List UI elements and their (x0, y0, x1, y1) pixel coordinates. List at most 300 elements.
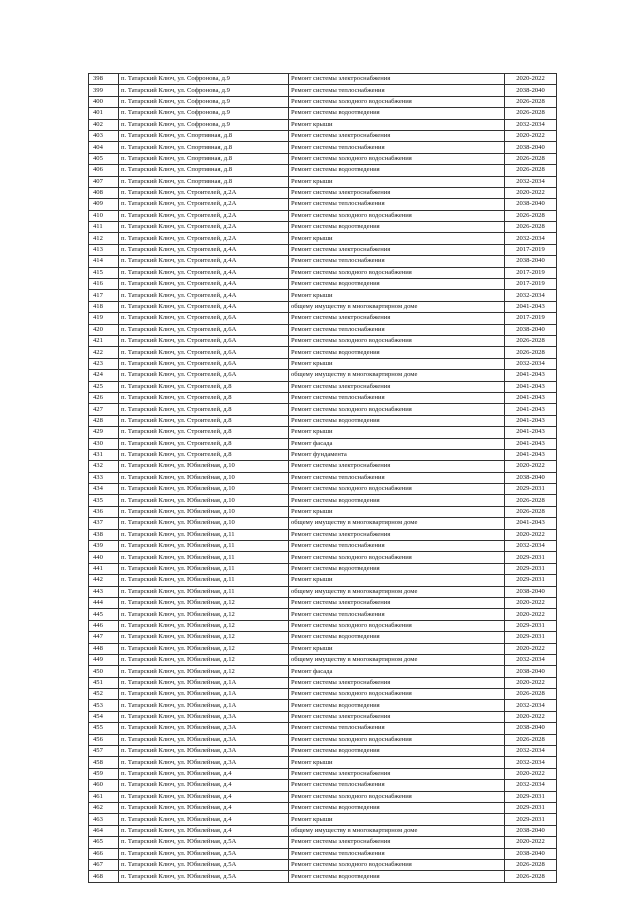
address-cell: п. Татарский Ключ, ул. Строителей, д.6А (119, 324, 289, 335)
address-cell: п. Татарский Ключ, ул. Строителей, д.4А (119, 290, 289, 301)
table-row (89, 370, 557, 381)
period-cell: 2032-2034 (505, 290, 557, 301)
row-number-cell: 445 (89, 609, 119, 620)
row-number-cell: 414 (89, 256, 119, 267)
table-row (89, 575, 557, 586)
period-cell: 2032-2034 (505, 700, 557, 711)
row-number-cell: 440 (89, 552, 119, 563)
table-row (89, 837, 557, 848)
row-number-cell: 448 (89, 643, 119, 654)
work-type-cell: Ремонт системы холодного водоснабжения (289, 96, 505, 107)
table-row (89, 142, 557, 153)
row-number-cell: 407 (89, 176, 119, 187)
row-number-cell: 403 (89, 130, 119, 141)
row-number-cell: 416 (89, 279, 119, 290)
row-number-cell: 411 (89, 222, 119, 233)
period-cell: 2020-2022 (505, 837, 557, 848)
period-cell: 2020-2022 (505, 461, 557, 472)
address-cell: п. Татарский Ключ, ул. Строителей, д.4А (119, 244, 289, 255)
table-row (89, 210, 557, 221)
address-cell: п. Татарский Ключ, ул. Юбилейная, д.1А (119, 700, 289, 711)
row-number-cell: 439 (89, 541, 119, 552)
work-type-cell: Ремонт крыши (289, 814, 505, 825)
table-row (89, 415, 557, 426)
period-cell: 2032-2034 (505, 654, 557, 665)
period-cell: 2017-2019 (505, 279, 557, 290)
table-row (89, 222, 557, 233)
row-number-cell: 408 (89, 187, 119, 198)
row-number-cell: 409 (89, 199, 119, 210)
table-row (89, 597, 557, 608)
work-type-cell: Ремонт системы водоотведения (289, 803, 505, 814)
table-row (89, 768, 557, 779)
table-row (89, 290, 557, 301)
address-cell: п. Татарский Ключ, ул. Строителей, д.8 (119, 415, 289, 426)
table-body (89, 74, 557, 883)
work-type-cell: Ремонт системы электроснабжения (289, 529, 505, 540)
period-cell: 2041-2043 (505, 392, 557, 403)
period-cell: 2020-2022 (505, 609, 557, 620)
row-number-cell: 451 (89, 677, 119, 688)
work-type-cell: Ремонт системы водоотведения (289, 415, 505, 426)
address-cell: п. Татарский Ключ, ул. Юбилейная, д.4 (119, 768, 289, 779)
row-number-cell: 444 (89, 597, 119, 608)
period-cell: 2038-2040 (505, 723, 557, 734)
row-number-cell: 458 (89, 757, 119, 768)
address-cell: п. Татарский Ключ, ул. Спортивная, д.8 (119, 165, 289, 176)
work-type-cell: Ремонт фундамента (289, 449, 505, 460)
work-type-cell: Ремонт системы электроснабжения (289, 597, 505, 608)
work-type-cell: Ремонт системы теплоснабжения (289, 85, 505, 96)
address-cell: п. Татарский Ключ, ул. Юбилейная, д.4 (119, 803, 289, 814)
row-number-cell: 449 (89, 654, 119, 665)
period-cell: 2041-2043 (505, 449, 557, 460)
period-cell: 2026-2028 (505, 165, 557, 176)
table-row (89, 187, 557, 198)
table-row (89, 848, 557, 859)
period-cell: 2026-2028 (505, 222, 557, 233)
work-type-cell: Ремонт системы электроснабжения (289, 461, 505, 472)
row-number-cell: 427 (89, 404, 119, 415)
work-type-cell: Ремонт системы теплоснабжения (289, 392, 505, 403)
row-number-cell: 428 (89, 415, 119, 426)
period-cell: 2032-2034 (505, 541, 557, 552)
address-cell: п. Татарский Ключ, ул. Строителей, д.8 (119, 392, 289, 403)
table-row (89, 472, 557, 483)
work-type-cell: Ремонт системы теплоснабжения (289, 780, 505, 791)
address-cell: п. Татарский Ключ, ул. Строителей, д.4А (119, 301, 289, 312)
period-cell: 2038-2040 (505, 586, 557, 597)
address-cell: п. Татарский Ключ, ул. Строителей, д.6А (119, 335, 289, 346)
work-type-cell: Ремонт системы электроснабжения (289, 768, 505, 779)
work-type-cell: Ремонт системы электроснабжения (289, 381, 505, 392)
period-cell: 2041-2043 (505, 301, 557, 312)
table-row (89, 449, 557, 460)
table-row (89, 689, 557, 700)
period-cell: 2038-2040 (505, 472, 557, 483)
work-type-cell: Ремонт системы холодного водоснабжения (289, 791, 505, 802)
work-type-cell: Ремонт крыши (289, 358, 505, 369)
row-number-cell: 424 (89, 370, 119, 381)
work-type-cell: Ремонт системы теплоснабжения (289, 609, 505, 620)
table-row (89, 244, 557, 255)
address-cell: п. Татарский Ключ, ул. Юбилейная, д.3А (119, 746, 289, 757)
address-cell: п. Татарский Ключ, ул. Юбилейная, д.10 (119, 506, 289, 517)
period-cell: 2020-2022 (505, 768, 557, 779)
row-number-cell: 452 (89, 689, 119, 700)
row-number-cell: 423 (89, 358, 119, 369)
row-number-cell: 399 (89, 85, 119, 96)
table-row (89, 324, 557, 335)
period-cell: 2029-2031 (505, 632, 557, 643)
work-type-cell: общему имуществу в многоквартирном доме (289, 518, 505, 529)
table-row (89, 757, 557, 768)
table-row (89, 552, 557, 563)
address-cell: п. Татарский Ключ, ул. Юбилейная, д.12 (119, 620, 289, 631)
work-type-cell: общему имуществу в многоквартирном доме (289, 825, 505, 836)
address-cell: п. Татарский Ключ, ул. Строителей, д.8 (119, 449, 289, 460)
row-number-cell: 456 (89, 734, 119, 745)
address-cell: п. Татарский Ключ, ул. Юбилейная, д.12 (119, 597, 289, 608)
row-number-cell: 465 (89, 837, 119, 848)
table-row (89, 358, 557, 369)
table-row (89, 119, 557, 130)
address-cell: п. Татарский Ключ, ул. Софронова, д.9 (119, 96, 289, 107)
period-cell: 2026-2028 (505, 859, 557, 870)
address-cell: п. Татарский Ключ, ул. Спортивная, д.8 (119, 153, 289, 164)
address-cell: п. Татарский Ключ, ул. Юбилейная, д.10 (119, 472, 289, 483)
work-type-cell: общему имуществу в многоквартирном доме (289, 654, 505, 665)
work-type-cell: Ремонт крыши (289, 757, 505, 768)
period-cell: 2038-2040 (505, 825, 557, 836)
address-cell: п. Татарский Ключ, ул. Строителей, д.8 (119, 438, 289, 449)
work-type-cell: Ремонт системы водоотведения (289, 700, 505, 711)
period-cell: 2020-2022 (505, 711, 557, 722)
table-row (89, 791, 557, 802)
row-number-cell: 413 (89, 244, 119, 255)
row-number-cell: 441 (89, 563, 119, 574)
address-cell: п. Татарский Ключ, ул. Юбилейная, д.12 (119, 632, 289, 643)
period-cell: 2020-2022 (505, 529, 557, 540)
period-cell: 2041-2043 (505, 381, 557, 392)
table-row (89, 620, 557, 631)
period-cell: 2020-2022 (505, 643, 557, 654)
address-cell: п. Татарский Ключ, ул. Юбилейная, д.12 (119, 666, 289, 677)
table-row (89, 74, 557, 85)
address-cell: п. Татарский Ключ, ул. Строителей, д.8 (119, 381, 289, 392)
work-type-cell: Ремонт системы водоотведения (289, 165, 505, 176)
row-number-cell: 422 (89, 347, 119, 358)
address-cell: п. Татарский Ключ, ул. Строителей, д.2А (119, 199, 289, 210)
row-number-cell: 426 (89, 392, 119, 403)
work-type-cell: Ремонт системы водоотведения (289, 746, 505, 757)
address-cell: п. Татарский Ключ, ул. Строителей, д.4А (119, 267, 289, 278)
address-cell: п. Татарский Ключ, ул. Юбилейная, д.3А (119, 757, 289, 768)
address-cell: п. Татарский Ключ, ул. Юбилейная, д.5А (119, 837, 289, 848)
row-number-cell: 421 (89, 335, 119, 346)
row-number-cell: 405 (89, 153, 119, 164)
row-number-cell: 417 (89, 290, 119, 301)
work-type-cell: Ремонт крыши (289, 119, 505, 130)
row-number-cell: 418 (89, 301, 119, 312)
work-type-cell: Ремонт системы теплоснабжения (289, 142, 505, 153)
work-type-cell: Ремонт системы холодного водоснабжения (289, 552, 505, 563)
address-cell: п. Татарский Ключ, ул. Софронова, д.9 (119, 119, 289, 130)
row-number-cell: 412 (89, 233, 119, 244)
row-number-cell: 438 (89, 529, 119, 540)
table-row (89, 506, 557, 517)
period-cell: 2026-2028 (505, 153, 557, 164)
address-cell: п. Татарский Ключ, ул. Юбилейная, д.11 (119, 586, 289, 597)
table-row (89, 153, 557, 164)
address-cell: п. Татарский Ключ, ул. Юбилейная, д.3А (119, 723, 289, 734)
address-cell: п. Татарский Ключ, ул. Юбилейная, д.10 (119, 484, 289, 495)
address-cell: п. Татарский Ключ, ул. Строителей, д.2А (119, 210, 289, 221)
period-cell: 2032-2034 (505, 780, 557, 791)
period-cell: 2041-2043 (505, 427, 557, 438)
address-cell: п. Татарский Ключ, ул. Софронова, д.9 (119, 74, 289, 85)
address-cell: п. Татарский Ключ, ул. Юбилейная, д.11 (119, 541, 289, 552)
table-row (89, 267, 557, 278)
address-cell: п. Татарский Ключ, ул. Строителей, д.4А (119, 279, 289, 290)
table-row (89, 347, 557, 358)
period-cell: 2020-2022 (505, 187, 557, 198)
address-cell: п. Татарский Ключ, ул. Строителей, д.8 (119, 404, 289, 415)
table-row (89, 609, 557, 620)
row-number-cell: 432 (89, 461, 119, 472)
address-cell: п. Татарский Ключ, ул. Строителей, д.6А (119, 358, 289, 369)
period-cell: 2020-2022 (505, 130, 557, 141)
period-cell: 2038-2040 (505, 848, 557, 859)
row-number-cell: 461 (89, 791, 119, 802)
address-cell: п. Татарский Ключ, ул. Юбилейная, д.5А (119, 859, 289, 870)
work-type-cell: Ремонт системы водоотведения (289, 871, 505, 882)
address-cell: п. Татарский Ключ, ул. Строителей, д.6А (119, 347, 289, 358)
period-cell: 2026-2028 (505, 108, 557, 119)
period-cell: 2020-2022 (505, 677, 557, 688)
period-cell: 2041-2043 (505, 415, 557, 426)
row-number-cell: 446 (89, 620, 119, 631)
row-number-cell: 430 (89, 438, 119, 449)
table-row (89, 518, 557, 529)
table-row (89, 404, 557, 415)
address-cell: п. Татарский Ключ, ул. Софронова, д.9 (119, 85, 289, 96)
table-row (89, 541, 557, 552)
table-row (89, 586, 557, 597)
address-cell: п. Татарский Ключ, ул. Юбилейная, д.11 (119, 575, 289, 586)
period-cell: 2032-2034 (505, 358, 557, 369)
work-type-cell: общему имуществу в многоквартирном доме (289, 586, 505, 597)
table-row (89, 746, 557, 757)
address-cell: п. Татарский Ключ, ул. Строителей, д.2А (119, 233, 289, 244)
work-type-cell: Ремонт системы электроснабжения (289, 677, 505, 688)
period-cell: 2038-2040 (505, 324, 557, 335)
period-cell: 2026-2028 (505, 210, 557, 221)
period-cell: 2017-2019 (505, 313, 557, 324)
work-type-cell: Ремонт системы водоотведения (289, 279, 505, 290)
work-type-cell: Ремонт крыши (289, 427, 505, 438)
work-type-cell: Ремонт системы холодного водоснабжения (289, 734, 505, 745)
address-cell: п. Татарский Ключ, ул. Спортивная, д.8 (119, 142, 289, 153)
work-type-cell: Ремонт фасада (289, 438, 505, 449)
table-row (89, 734, 557, 745)
work-type-cell: Ремонт системы холодного водоснабжения (289, 335, 505, 346)
work-type-cell: Ремонт системы холодного водоснабжения (289, 484, 505, 495)
table-row (89, 96, 557, 107)
address-cell: п. Татарский Ключ, ул. Юбилейная, д.10 (119, 518, 289, 529)
period-cell: 2026-2028 (505, 689, 557, 700)
table-row (89, 438, 557, 449)
table-row (89, 529, 557, 540)
work-type-cell: Ремонт крыши (289, 643, 505, 654)
period-cell: 2026-2028 (505, 871, 557, 882)
address-cell: п. Татарский Ключ, ул. Строителей, д.8 (119, 427, 289, 438)
row-number-cell: 437 (89, 518, 119, 529)
work-type-cell: Ремонт системы теплоснабжения (289, 199, 505, 210)
address-cell: п. Татарский Ключ, ул. Юбилейная, д.4 (119, 825, 289, 836)
table-row (89, 199, 557, 210)
work-type-cell: Ремонт системы холодного водоснабжения (289, 267, 505, 278)
work-type-cell: Ремонт системы электроснабжения (289, 244, 505, 255)
address-cell: п. Татарский Ключ, ул. Юбилейная, д.12 (119, 643, 289, 654)
work-type-cell: Ремонт системы холодного водоснабжения (289, 404, 505, 415)
table-row (89, 313, 557, 324)
period-cell: 2026-2028 (505, 734, 557, 745)
work-type-cell: Ремонт системы водоотведения (289, 108, 505, 119)
period-cell: 2032-2034 (505, 746, 557, 757)
row-number-cell: 457 (89, 746, 119, 757)
row-number-cell: 464 (89, 825, 119, 836)
period-cell: 2017-2019 (505, 244, 557, 255)
work-type-cell: Ремонт крыши (289, 506, 505, 517)
row-number-cell: 425 (89, 381, 119, 392)
table-row (89, 108, 557, 119)
address-cell: п. Татарский Ключ, ул. Юбилейная, д.12 (119, 654, 289, 665)
address-cell: п. Татарский Ключ, ул. Строителей, д.6А (119, 313, 289, 324)
address-cell: п. Татарский Ключ, ул. Юбилейная, д.12 (119, 609, 289, 620)
address-cell: п. Татарский Ключ, ул. Юбилейная, д.4 (119, 814, 289, 825)
work-type-cell: Ремонт системы электроснабжения (289, 130, 505, 141)
row-number-cell: 401 (89, 108, 119, 119)
table-row (89, 233, 557, 244)
table-row (89, 256, 557, 267)
work-type-cell: Ремонт системы водоотведения (289, 222, 505, 233)
row-number-cell: 466 (89, 848, 119, 859)
table-row (89, 176, 557, 187)
period-cell: 2029-2031 (505, 563, 557, 574)
period-cell: 2038-2040 (505, 199, 557, 210)
row-number-cell: 442 (89, 575, 119, 586)
period-cell: 2041-2043 (505, 404, 557, 415)
period-cell: 2041-2043 (505, 438, 557, 449)
work-type-cell: Ремонт крыши (289, 176, 505, 187)
table-row (89, 780, 557, 791)
period-cell: 2032-2034 (505, 119, 557, 130)
work-type-cell: Ремонт системы теплоснабжения (289, 848, 505, 859)
work-type-cell: Ремонт системы водоотведения (289, 632, 505, 643)
table-row (89, 427, 557, 438)
table-row (89, 859, 557, 870)
work-type-cell: Ремонт системы электроснабжения (289, 837, 505, 848)
table-row (89, 165, 557, 176)
period-cell: 2026-2028 (505, 96, 557, 107)
work-type-cell: Ремонт системы холодного водоснабжения (289, 859, 505, 870)
address-cell: п. Татарский Ключ, ул. Юбилейная, д.4 (119, 791, 289, 802)
work-type-cell: Ремонт системы теплоснабжения (289, 541, 505, 552)
address-cell: п. Татарский Ключ, ул. Юбилейная, д.10 (119, 495, 289, 506)
repair-schedule-table (88, 73, 557, 883)
work-type-cell: Ремонт системы теплоснабжения (289, 723, 505, 734)
work-type-cell: Ремонт системы водоотведения (289, 347, 505, 358)
work-type-cell: Ремонт системы теплоснабжения (289, 324, 505, 335)
work-type-cell: Ремонт системы холодного водоснабжения (289, 689, 505, 700)
work-type-cell: Ремонт системы водоотведения (289, 495, 505, 506)
address-cell: п. Татарский Ключ, ул. Юбилейная, д.11 (119, 552, 289, 563)
row-number-cell: 443 (89, 586, 119, 597)
row-number-cell: 398 (89, 74, 119, 85)
table-row (89, 461, 557, 472)
table-row (89, 814, 557, 825)
table-row (89, 301, 557, 312)
period-cell: 2032-2034 (505, 176, 557, 187)
address-cell: п. Татарский Ключ, ул. Спортивная, д.8 (119, 130, 289, 141)
row-number-cell: 406 (89, 165, 119, 176)
table-row (89, 632, 557, 643)
address-cell: п. Татарский Ключ, ул. Юбилейная, д.5А (119, 848, 289, 859)
row-number-cell: 434 (89, 484, 119, 495)
period-cell: 2029-2031 (505, 620, 557, 631)
address-cell: п. Татарский Ключ, ул. Юбилейная, д.11 (119, 529, 289, 540)
row-number-cell: 453 (89, 700, 119, 711)
period-cell: 2026-2028 (505, 495, 557, 506)
table-row (89, 335, 557, 346)
table-row (89, 85, 557, 96)
row-number-cell: 462 (89, 803, 119, 814)
table-row (89, 711, 557, 722)
work-type-cell: общему имуществу в многоквартирном доме (289, 370, 505, 381)
row-number-cell: 467 (89, 859, 119, 870)
work-type-cell: Ремонт системы холодного водоснабжения (289, 210, 505, 221)
period-cell: 2038-2040 (505, 85, 557, 96)
row-number-cell: 468 (89, 871, 119, 882)
table-row (89, 495, 557, 506)
row-number-cell: 455 (89, 723, 119, 734)
table-row (89, 130, 557, 141)
period-cell: 2017-2019 (505, 267, 557, 278)
address-cell: п. Татарский Ключ, ул. Юбилейная, д.5А (119, 871, 289, 882)
address-cell: п. Татарский Ключ, ул. Софронова, д.9 (119, 108, 289, 119)
period-cell: 2032-2034 (505, 233, 557, 244)
table-row (89, 723, 557, 734)
period-cell: 2020-2022 (505, 597, 557, 608)
work-type-cell: Ремонт системы электроснабжения (289, 74, 505, 85)
address-cell: п. Татарский Ключ, ул. Юбилейная, д.1А (119, 689, 289, 700)
row-number-cell: 436 (89, 506, 119, 517)
row-number-cell: 447 (89, 632, 119, 643)
row-number-cell: 459 (89, 768, 119, 779)
period-cell: 2029-2031 (505, 803, 557, 814)
table-row (89, 677, 557, 688)
address-cell: п. Татарский Ключ, ул. Юбилейная, д.4 (119, 780, 289, 791)
work-type-cell: Ремонт системы холодного водоснабжения (289, 620, 505, 631)
work-type-cell: Ремонт системы электроснабжения (289, 711, 505, 722)
address-cell: п. Татарский Ключ, ул. Юбилейная, д.1А (119, 677, 289, 688)
row-number-cell: 429 (89, 427, 119, 438)
period-cell: 2041-2043 (505, 518, 557, 529)
period-cell: 2029-2031 (505, 575, 557, 586)
table-row (89, 392, 557, 403)
period-cell: 2029-2031 (505, 814, 557, 825)
